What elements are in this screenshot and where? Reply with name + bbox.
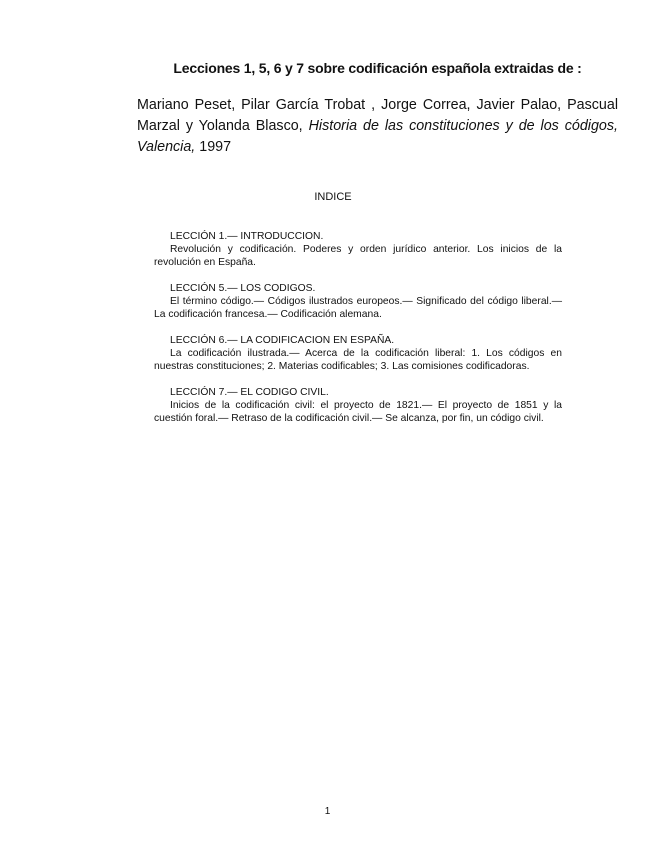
lesson-body: La codificación ilustrada.— Acerca de la codificación liberal: 1. Los códigos en nuestras constituciones; 2. Materias codificables; 3. Las comisiones codificadoras. [154, 348, 562, 372]
lesson-6 [154, 334, 562, 373]
lesson-heading: LECCIÓN 7.— EL CODIGO CIVIL. [170, 387, 329, 398]
citation-authors: Mariano Peset, Pilar García Trobat , Jorge Correa, Javier Palao, Pascual Marzal y Yolanda Blasco, [137, 97, 618, 134]
lesson-heading: LECCIÓN 1.— INTRODUCCION. [170, 231, 324, 242]
lesson-5 [154, 282, 562, 321]
lesson-heading: LECCIÓN 5.— LOS CODIGOS. [170, 283, 316, 294]
lesson-body: Revolución y codificación. Poderes y orden jurídico anterior. Los inicios de la revolución en España. [154, 244, 562, 268]
lesson-heading: LECCIÓN 6.— LA CODIFICACION EN ESPAÑA. [170, 335, 395, 346]
citation [137, 95, 618, 158]
lesson-7 [154, 386, 562, 425]
document-title: Lecciones 1, 5, 6 y 7 sobre codificación española extraidas de : [173, 60, 582, 76]
lesson-1 [154, 230, 562, 269]
lesson-body: Inicios de la codificación civil: el proyecto de 1821.— El proyecto de 1851 y la cuestión foral.— Retraso de la codificación civil.— Se alcanza, por fin, un código civil. [154, 400, 562, 424]
index-heading: INDICE [314, 191, 352, 203]
page-number: 1 [324, 806, 331, 817]
table-of-contents [154, 230, 562, 438]
citation-work-title: Historia de las constituciones y de los códigos, Valencia, [137, 118, 619, 155]
lesson-body: El término código.— Códigos ilustrados europeos.— Significado del código liberal.— La codificación francesa.— Codificación alemana. [154, 296, 562, 320]
citation-year: 1997 [199, 139, 232, 155]
